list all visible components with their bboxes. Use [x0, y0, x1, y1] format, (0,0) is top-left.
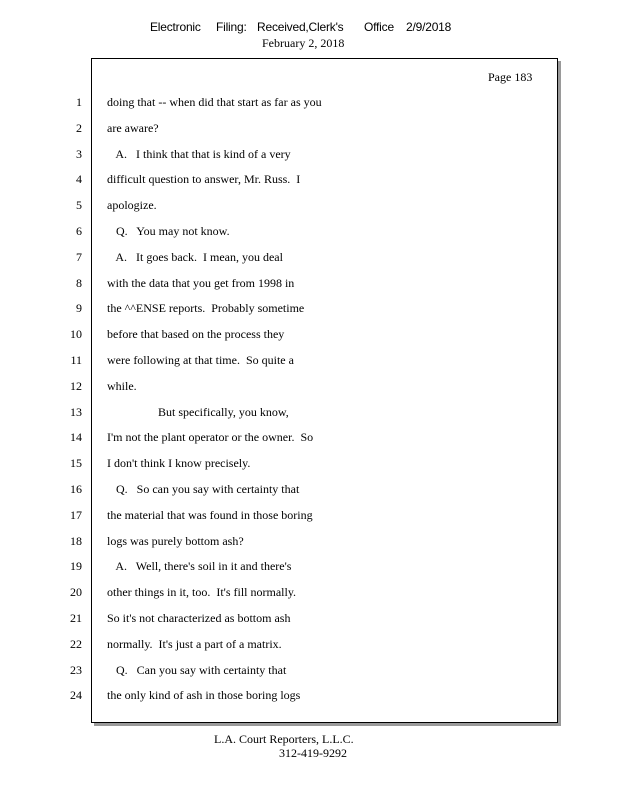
line-number: 14 [70, 430, 82, 445]
line-number: 16 [70, 481, 82, 496]
filing-received-clerks: Received,Clerk's [257, 20, 344, 34]
transcript-line: A. It goes back. I mean, you deal [107, 249, 283, 264]
line-number: 22 [70, 636, 82, 651]
transcript-line: I don't think I know precisely. [107, 456, 251, 471]
transcript-line: A. Well, there's soil in it and there's [107, 559, 292, 574]
filing-date: 2/9/2018 [406, 20, 452, 34]
transcript-line: before that based on the process they [107, 327, 285, 342]
transcript-line: Q. Can you say with certainty that [107, 662, 287, 677]
line-number: 18 [70, 533, 82, 548]
line-number: 1 [76, 95, 82, 109]
line-number: 19 [70, 559, 82, 574]
line-number: 6 [76, 223, 82, 238]
transcript-line: the material that was found in those boring [107, 507, 313, 522]
line-number: 4 [76, 172, 82, 187]
transcript-line: difficult question to answer, Mr. Russ. I [107, 172, 301, 187]
line-number: 23 [70, 662, 82, 677]
line-number: 2 [76, 120, 82, 135]
transcript-line: the ^^ENSE reports. Probably sometime [107, 301, 305, 316]
transcript-line: apologize. [107, 198, 157, 213]
transcript-line: while. [107, 378, 137, 393]
transcript-line: the only kind of ash in those boring logs [107, 688, 301, 703]
filing-header [0, 20, 618, 60]
transcript-line: normally. It's just a part of a matrix. [107, 636, 282, 651]
transcript-line: doing that -- when did that start as far as you [107, 95, 322, 109]
transcript-line: were following at that time. So quite a [107, 352, 294, 367]
transcript-line: logs was purely bottom ash? [107, 533, 244, 548]
transcript-line: But specifically, you know, [107, 404, 289, 419]
transcript-line: are aware? [107, 120, 159, 135]
line-number: 5 [76, 198, 82, 213]
filing-office: Office [364, 20, 394, 34]
transcript-text [107, 94, 547, 713]
transcript-line: with the data that you get from 1998 in [107, 275, 295, 290]
page-number: Page 183 [488, 70, 533, 84]
transcript-date: February 2, 2018 [262, 36, 345, 50]
transcript-line: Q. You may not know. [107, 223, 230, 238]
filing-label: Filing: [216, 20, 247, 34]
footer-company: L.A. Court Reporters, L.L.C. [214, 732, 354, 746]
footer-phone: 312-419-9292 [279, 746, 347, 760]
transcript-line: other things in it, too. It's fill normally. [107, 585, 297, 600]
line-number-column [60, 94, 82, 713]
filing-stamp [150, 20, 451, 34]
line-number: 13 [70, 404, 82, 419]
line-number: 17 [70, 507, 82, 522]
line-number: 8 [76, 275, 82, 290]
line-number: 3 [76, 146, 82, 161]
line-number: 11 [70, 352, 82, 367]
line-number: 21 [70, 610, 82, 625]
transcript-line: I'm not the plant operator or the owner. So [107, 430, 314, 445]
line-number: 7 [76, 249, 82, 264]
line-number: 12 [70, 378, 82, 393]
line-number: 15 [70, 456, 82, 471]
line-number: 20 [70, 585, 82, 600]
transcript-line: A. I think that that is kind of a very [107, 146, 291, 161]
transcript-line: Q. So can you say with certainty that [107, 481, 300, 496]
line-number: 24 [70, 688, 82, 703]
transcript-line: So it's not characterized as bottom ash [107, 610, 291, 625]
filing-electronic: Electronic [150, 20, 201, 34]
line-number: 9 [76, 301, 82, 316]
line-number: 10 [70, 327, 82, 342]
